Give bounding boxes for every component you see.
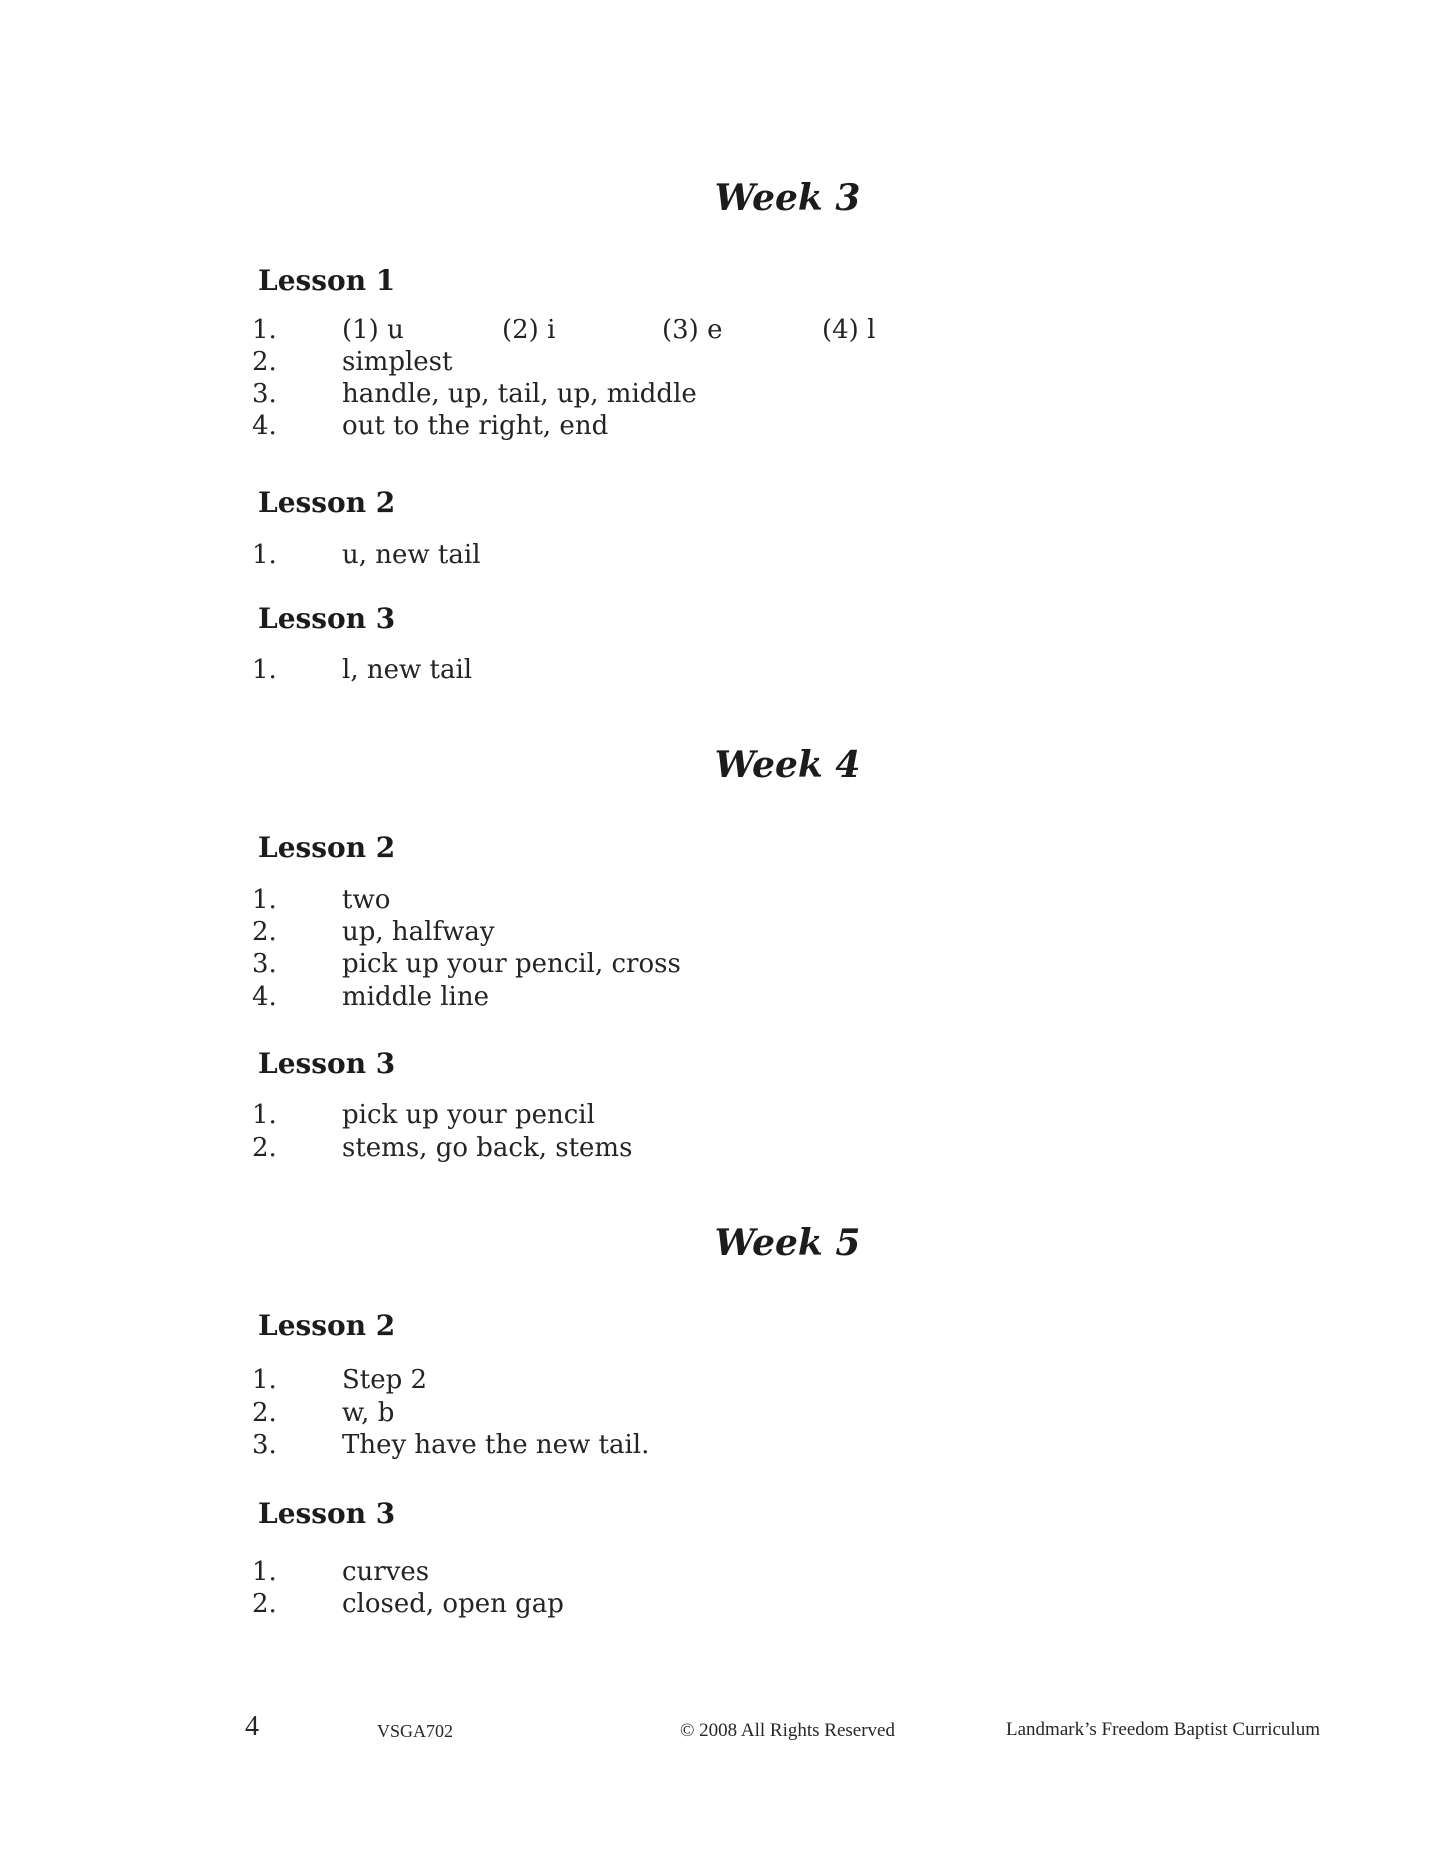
list-item-text: pick up your pencil, cross	[342, 949, 681, 979]
list-item-number: 1.	[252, 315, 277, 345]
answer-segment: (2) i	[502, 315, 556, 345]
list-item-number: 1.	[252, 1557, 277, 1587]
list-item	[252, 884, 390, 916]
product-code: VSGA702	[377, 1721, 454, 1741]
list-item-text: u, new tail	[342, 540, 481, 570]
list-item	[252, 1588, 564, 1620]
list-item	[252, 1364, 427, 1396]
list-item-text: w, b	[342, 1398, 395, 1428]
list-item-text: two	[342, 885, 391, 915]
list-item-number: 3.	[252, 1430, 277, 1460]
list-item	[252, 916, 495, 948]
list-item-text: curves	[342, 1557, 430, 1587]
lesson-heading: Lesson 1	[258, 264, 396, 297]
list-item-number: 2.	[252, 1589, 277, 1619]
week-title: Week 3	[714, 177, 861, 219]
list-item-text: They have the new tail.	[342, 1430, 650, 1460]
list-item-number: 3.	[252, 949, 277, 979]
list-item	[252, 1556, 429, 1588]
answer-segment: (4) l	[822, 315, 876, 345]
page-number: 4	[245, 1711, 259, 1742]
list-item-text: closed, open gap	[342, 1589, 564, 1619]
lesson-heading: Lesson 2	[258, 831, 396, 864]
list-item-text: middle line	[342, 982, 489, 1012]
list-item-number: 1.	[252, 1365, 277, 1395]
list-item	[252, 948, 681, 980]
list-item	[252, 981, 489, 1013]
answer-segment: (3) e	[662, 315, 723, 345]
list-item	[252, 1397, 394, 1429]
publisher-name: Landmark’s Freedom Baptist Curriculum	[1006, 1719, 1320, 1740]
lesson-heading: Lesson 3	[258, 1497, 396, 1530]
list-item	[252, 314, 982, 346]
list-item	[252, 1099, 595, 1131]
lesson-heading: Lesson 2	[258, 486, 396, 519]
list-item-number: 4.	[252, 982, 277, 1012]
list-item	[252, 410, 608, 442]
list-item-text: handle, up, tail, up, middle	[342, 379, 697, 409]
list-item	[252, 1429, 649, 1461]
list-item-number: 1.	[252, 1100, 277, 1130]
list-item-text: l, new tail	[342, 655, 473, 685]
list-item-text: up, halfway	[342, 917, 495, 947]
answer-segment: (1) u	[342, 315, 404, 345]
list-item-text: out to the right, end	[342, 411, 609, 441]
lesson-heading: Lesson 2	[258, 1309, 396, 1342]
list-item-text: pick up your pencil	[342, 1100, 595, 1130]
list-item-number: 2.	[252, 917, 277, 947]
copyright-notice: © 2008 All Rights Reserved	[680, 1720, 895, 1741]
list-item-number: 1.	[252, 655, 277, 685]
week-title: Week 5	[714, 1222, 861, 1264]
list-item-text: simplest	[342, 347, 453, 377]
list-item	[252, 378, 697, 410]
list-item-number: 1.	[252, 885, 277, 915]
list-item	[252, 1132, 632, 1164]
list-item-number: 3.	[252, 379, 277, 409]
list-item-number: 4.	[252, 411, 277, 441]
list-item	[252, 654, 472, 686]
list-item-number: 2.	[252, 1398, 277, 1428]
list-item-number: 2.	[252, 347, 277, 377]
list-item-text: Step 2	[342, 1365, 428, 1395]
list-item-number: 1.	[252, 540, 277, 570]
week-title: Week 4	[714, 744, 861, 786]
list-item	[252, 539, 481, 571]
lesson-heading: Lesson 3	[258, 1047, 396, 1080]
list-item	[252, 346, 452, 378]
list-item-text: stems, go back, stems	[342, 1133, 633, 1163]
list-item-number: 2.	[252, 1133, 277, 1163]
lesson-heading: Lesson 3	[258, 602, 396, 635]
